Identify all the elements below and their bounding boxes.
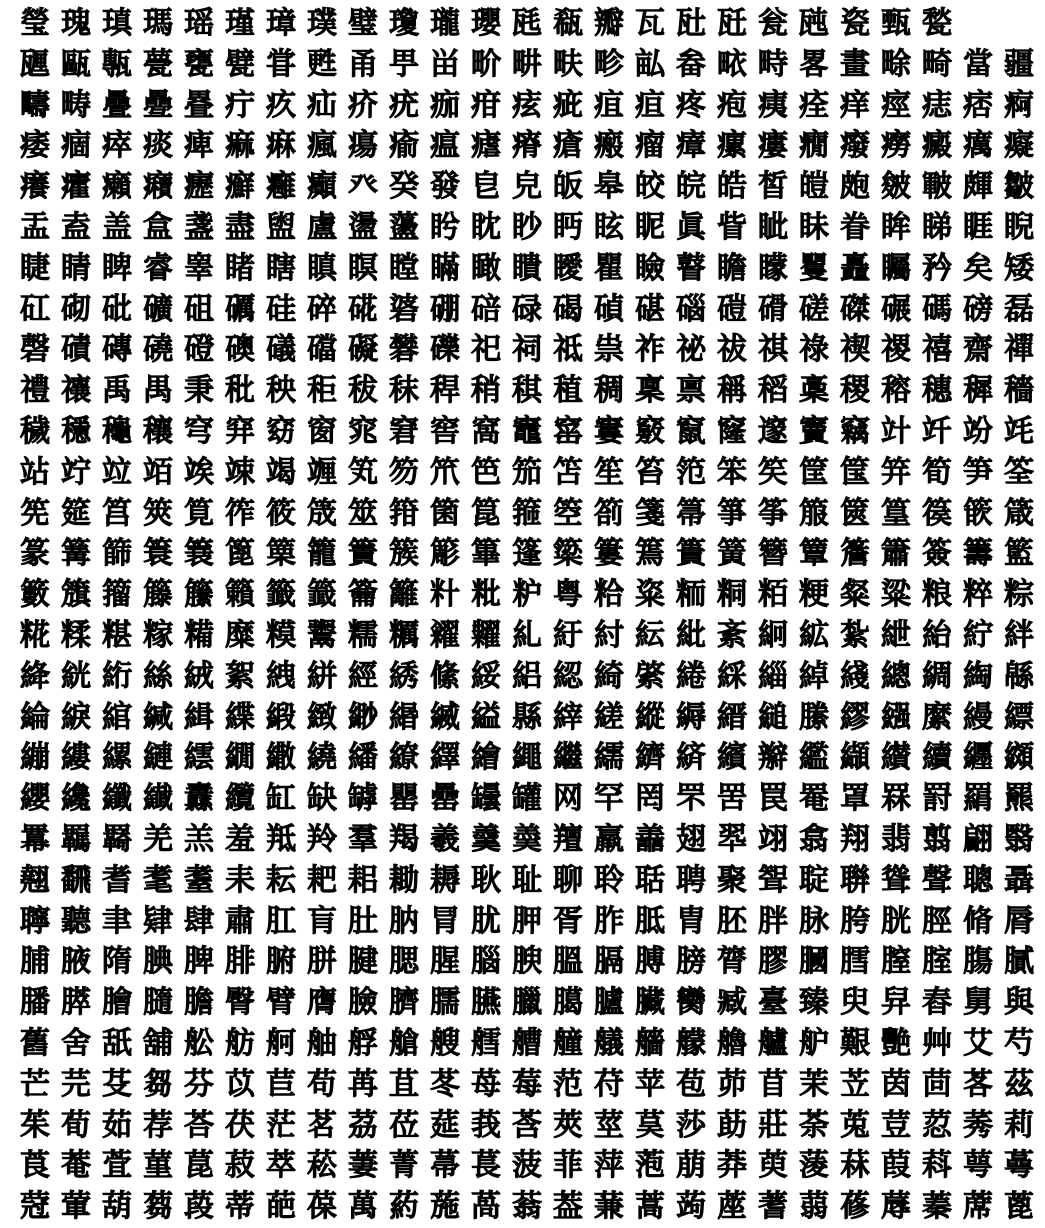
glyph-line-28: 茱荀茹荐荅茯茫茗茘莅莚莪莟莢莖茣莎莇莊荼莵荳荵莠莉 [20, 1107, 1045, 1143]
glyph-line-15: 籔籏籀籐籘籟籤籖籥籬籵粃粐粤粭粢粫粡粨粳粲粱粮粹粽 [20, 577, 1045, 613]
glyph-line-7: 睫睛睥睿睾睹瞎瞋瞑瞠瞞瞰瞶瞹瞿瞼瞽瞻矇矍矗矚矜矣矮 [20, 250, 1045, 286]
glyph-line-16: 糀糅糂糘糒糜糢鬻糯糲糴糶糺紆紂紜紕紊絅絋紮紲紿紵絆 [20, 617, 1045, 653]
glyph-line-5: 癢癨癩癪癧癬癰癲癶癸發皀皃皈皋皎皖皓皙皚皰皴皸皹皺 [20, 169, 1045, 205]
glyph-line-18: 綸綟綰緘緝緤緞緻緲緡縅縊縣縡縒縱縟縉縋縢繆繦縻縵縹 [20, 699, 1045, 735]
glyph-line-13: 筅筵筥筴筧筰筱筬筮箝箘箟箍箜箚箋箒箏筝箙篋篁篌篏箴 [20, 495, 1045, 531]
glyph-line-11: 穢穩龝穰穹穽窈窗窕窘窖窩竈窰窶竅竄窿邃竇竊竍竏竕竓 [20, 413, 1045, 449]
glyph-line-6: 盂盍盖盒盞盡盥盧盪蘯盻眈眇眄眩眤眞眥眦眛眷眸睇睚睨 [20, 209, 1045, 245]
glyph-line-26: 舊舍舐舖舩舫舸舳艀艙艘艝艚艟艤艢艨艪艫舮艱艷艸艾芍 [20, 1025, 1045, 1061]
glyph-line-4: 痿痼瘁痰痺痲痳瘋瘍瘉瘟瘧瘠瘡瘢瘤瘴瘰瘻癇癈癆癜癘癡 [20, 128, 1045, 164]
glyph-line-19: 繃縷縲縺繧繝繖繞繙繚繹繪繩繼繻纃緕繽辮繿纈纉續纒纐 [20, 740, 1045, 776]
glyph-line-9: 磬磧磚磽磴礇礒礑礙礬礫祀祠祗祟祚祕祓祺祿禊禝禧齋禪 [20, 332, 1045, 368]
glyph-line-22: 翹飜耆耄耋耒耘耙耜耡耨耿耻聊聆聒聘聚聟聢聨聳聲聰聶 [20, 862, 1045, 898]
glyph-line-2: 甅甌甎甍甕甓甞甦甬甼畄畍畊畉畛畆畚畩畤畧畫畭畸當疆 [20, 46, 1045, 82]
glyph-line-24: 脯腋隋腆脾腓腑胼腱腮腥腦腴膃膈膊膀膂膠膕膤膣腟膓膩 [20, 944, 1045, 980]
glyph-line-25: 膰膵膾膸膽臀臂膺臉臍臑臙臘臈臚臟臠臧臺臻臾舁舂舅與 [20, 985, 1045, 1021]
glyph-line-14: 篆篝篩簑簔篦篥籠簀簇簓篳篷簗簍篶簣簧簪簟簷簫簽籌籃 [20, 536, 1045, 572]
glyph-line-10: 禮禳禹禺秉秕秧秬秡秣稈稍稘稙稠稟禀稱稻稾稷穃穗穉穡 [20, 373, 1045, 409]
glyph-line-17: 絳絖絎絲絨絮絏絣經綉絛綏絽綛綺綮綣綵緇綽綫總綢綯緜 [20, 658, 1045, 694]
glyph-line-30: 蒄葷葫蒭葮蒂葩葆萬葯葹萵蓊葢蒹蒿蒟蓙蓍蒻蓚蓐蓁蓆蓖 [20, 1189, 1045, 1225]
glyph-line-8: 矼砌砒礦砠礪硅碎硴碆硼碚碌碣碵碪碯磑磆磋磔碾碼磅磊 [20, 291, 1045, 327]
glyph-line-21: 羃羈羇羌羔羞羝羚羣羯羲羹羮羶羸譱翅翆翊翕翔翡翦翩翳 [20, 821, 1045, 857]
glyph-line-29: 莨菴萓菫菎菽萃菘萋菁菷萇菠菲萍萢萠莽萸蔆菻葭萪萼蕚 [20, 1148, 1045, 1184]
glyph-line-27: 芒芫芟芻芬苡苣苟苒苴苳苺莓范苻苹苞茆苜茉苙茵茴茖茲 [20, 1066, 1045, 1102]
glyph-line-20: 纓纔纖纎纛纜缸缺罅罌罍罎罐网罕罔罘罟罠罨罩罧罸羂羆 [20, 781, 1045, 817]
glyph-line-23: 聹聽聿肄肆肅肛肓肚肭冐肬胛胥胙胝胄胚胖脉胯胱脛脩脣 [20, 903, 1045, 939]
glyph-line-3: 疇畴疊疉疂疔疚疝疥疣痂疳痃疵疽疸疼疱痍痊痒痙痣痞痾 [20, 87, 1045, 123]
glyph-line-1: 瑩瑰瑱瑪瑶瑾璋璞璧瓊瓏瓔瓱瓻瓣瓦瓧瓩瓮瓲瓷甄甃 [20, 6, 963, 41]
glyph-line-12: 站竚竝竡竢竦竭竰笂笏笊笆笳笘笙笞笵笨笶筐筺笄筍笋筌 [20, 454, 1045, 490]
